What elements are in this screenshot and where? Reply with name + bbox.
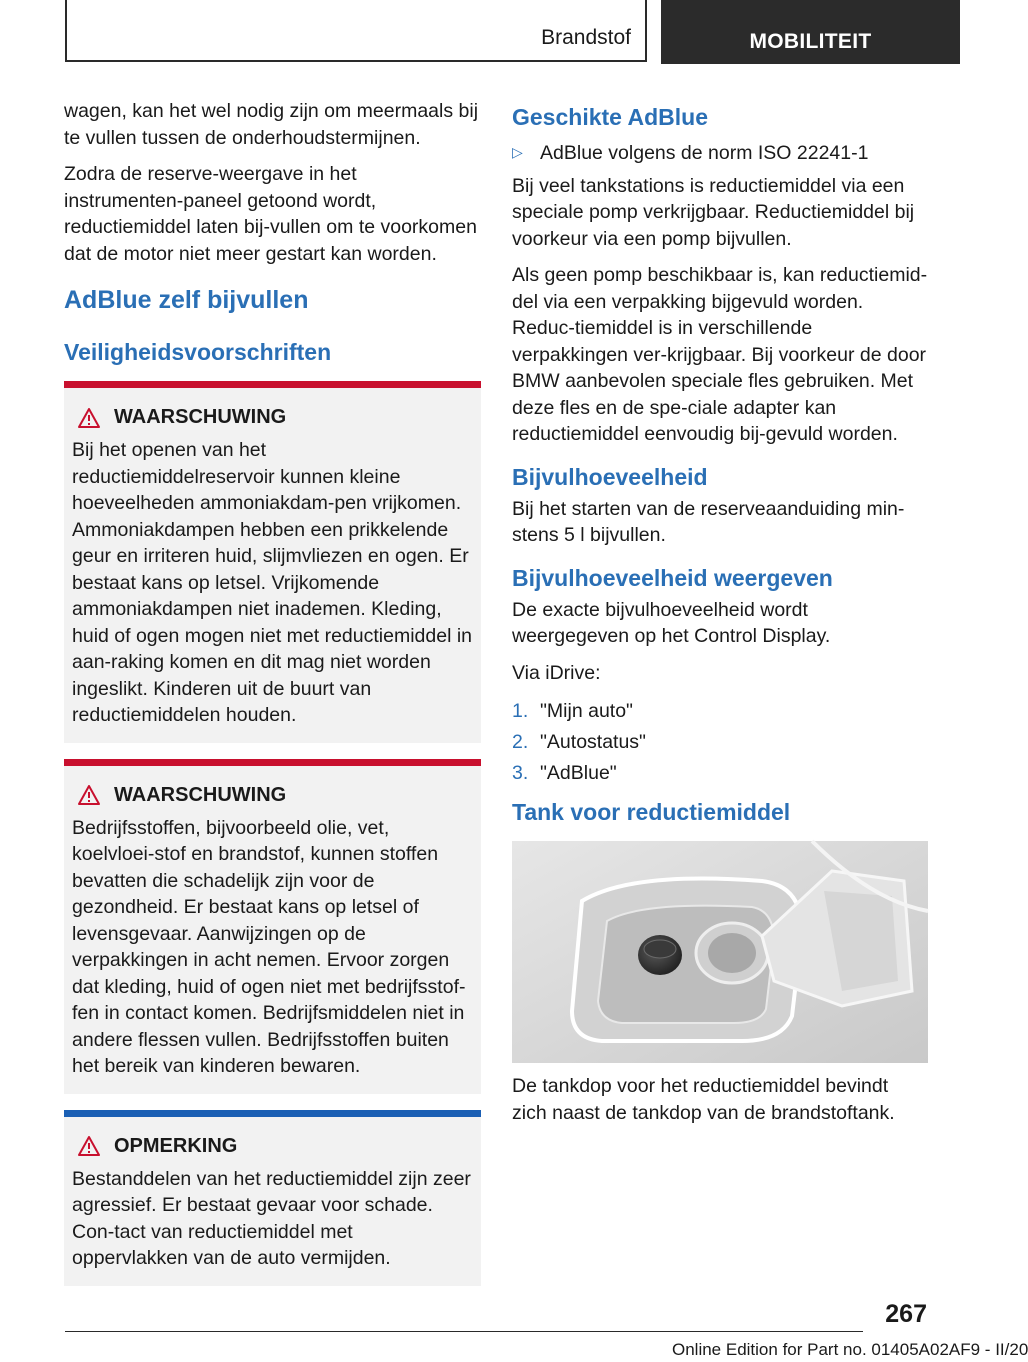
- paragraph-via-idrive: Via iDrive:: [512, 661, 601, 684]
- bullet-triangle-icon: ▷: [512, 144, 523, 160]
- list-text: "Mijn auto": [540, 700, 633, 722]
- filler-cap-drawing: [512, 841, 928, 1063]
- right-column: [512, 98, 928, 1136]
- list-number: 3.: [512, 762, 529, 784]
- warning-text: Bij het openen van het reductiemiddelreservoir kunnen kleine hoeveelheden ammoniakdam-pen vrijkomen. Ammoniakdampen hebben een prikkelende geur en irriteren huid, slijmvliezen en ogen. Er bestaat kans op letsel. Vrijkomende ammoniakdampen niet inademen. Kleding, huid of ogen mogen niet met reductiemiddel in aan-raking komen en dit mag niet worden ingeslikt. Kinderen uit de buurt van reductiemiddelen houden.: [72, 439, 472, 726]
- note-box: [64, 1110, 481, 1286]
- figure-caption: De tankdop voor het reductiemiddel bevindt zich naast de tankdop van de brandstoftank.: [512, 1075, 895, 1124]
- note-box-header: [78, 1135, 473, 1158]
- footer-divider: [65, 1331, 863, 1332]
- idrive-steps-list: [512, 696, 928, 789]
- heading-bijvulhoeveelheid: Bijvulhoeveelheid: [512, 463, 708, 490]
- heading-geschikte-adblue: Geschikte AdBlue: [512, 104, 708, 130]
- warning-title: WAARSCHUWING: [114, 783, 287, 806]
- warning-box-ammoniak: [64, 381, 481, 743]
- warning-box-header: [78, 784, 473, 807]
- paragraph-reserve: Zodra de reserve-weergave in het instrumenten-paneel getoond wordt, reductiemiddel laten bij-vullen om te voorkomen dat de motor niet meer gestart kan worden.: [64, 163, 477, 265]
- paragraph-tankstations: Bij veel tankstations is reductiemiddel via een speciale pomp verkrijgbaar. Reductiemiddel bij voorkeur via een pomp bijvullen.: [512, 174, 915, 250]
- list-text: "AdBlue": [540, 762, 617, 784]
- warning-box-bedrijfsstoffen: [64, 759, 481, 1094]
- list-number: 2.: [512, 731, 529, 753]
- paragraph-bijvulhoeveelheid: Bij het starten van de reserveaanduiding min-stens 5 l bijvullen.: [512, 497, 905, 546]
- paragraph-control-display: De exacte bijvulhoeveelheid wordt weergegeven op het Control Display.: [512, 598, 831, 647]
- header-section-tab: [65, 0, 647, 62]
- note-text: Bestanddelen van het reductiemiddel zijn zeer agressief. Er bestaat gevaar voor schade. Con-tact van reductiemiddel met oppervlakken van de auto vermijden.: [72, 1167, 471, 1269]
- warning-text: Bedrijfsstoffen, bijvoorbeeld olie, vet, koelvloei-stof en brandstof, kunnen stoffen bevatten die schadelijk zijn voor de gezondheid. Er bestaat kans op letsel of levensgevaar. Aanwijzingen op de verpakkingen in acht nemen. Ervoor zorgen dat kleding, huid of ogen niet met bedrijfsstof-fen in contact komen. Bedrijfsmiddelen niet in andere flessen vullen. Bedrijfsstoffen buiten het bereik van kinderen bewaren.: [72, 816, 466, 1077]
- list-text: "Autostatus": [540, 731, 646, 753]
- heading-bijvulhoeveelheid-weergeven: Bijvulhoeveelheid weergeven: [512, 564, 833, 591]
- heading-veiligheidsvoorschriften: Veiligheidsvoorschriften: [64, 339, 332, 365]
- header-chapter-title: MOBILITEIT: [749, 30, 872, 53]
- adblue-filler-cap-illustration: [512, 841, 928, 1063]
- bullet-item: [512, 140, 928, 173]
- list-number: 1.: [512, 700, 529, 722]
- header-section-title: Brandstof: [541, 26, 631, 49]
- list-item: [512, 758, 928, 789]
- list-item: [512, 727, 928, 758]
- warning-triangle-icon: [78, 408, 100, 428]
- note-triangle-icon: [78, 1136, 100, 1156]
- heading-tank-voor-reductiemiddel: Tank voor reductiemiddel: [512, 799, 791, 825]
- paragraph-geen-pomp: Als geen pomp beschikbaar is, kan reductiemid-del via een verpakking bijgevuld worden. Reduc-tiemiddel is in verschillende verpakkingen ver-krijgbaar. Bij voorkeur de door BMW aanbevolen speciale fles gebruiken. Met deze fles en de spe-ciale adapter kan reductiemiddel eenvoudig bij-gevuld worden.: [512, 264, 928, 445]
- page-number: 267: [885, 1300, 927, 1328]
- paragraph-continuation: wagen, kan het wel nodig zijn om meermaals bij te vullen tussen de onderhoudstermijnen.: [64, 100, 479, 149]
- bullet-text: AdBlue volgens de norm ISO 22241‑1: [540, 142, 869, 164]
- left-column: [64, 98, 481, 1302]
- warning-title: WAARSCHUWING: [114, 406, 287, 428]
- warning-triangle-icon: [78, 785, 100, 805]
- heading-adblue-zelf-bijvullen: AdBlue zelf bijvullen: [64, 286, 309, 314]
- header-chapter-tab: [661, 0, 960, 64]
- note-title: OPMERKING: [114, 1134, 238, 1157]
- footer-edition: Online Edition for Part no. 01405A02AF9 - II/20: [672, 1340, 1028, 1359]
- warning-box-header: [78, 406, 473, 429]
- list-item: [512, 696, 928, 727]
